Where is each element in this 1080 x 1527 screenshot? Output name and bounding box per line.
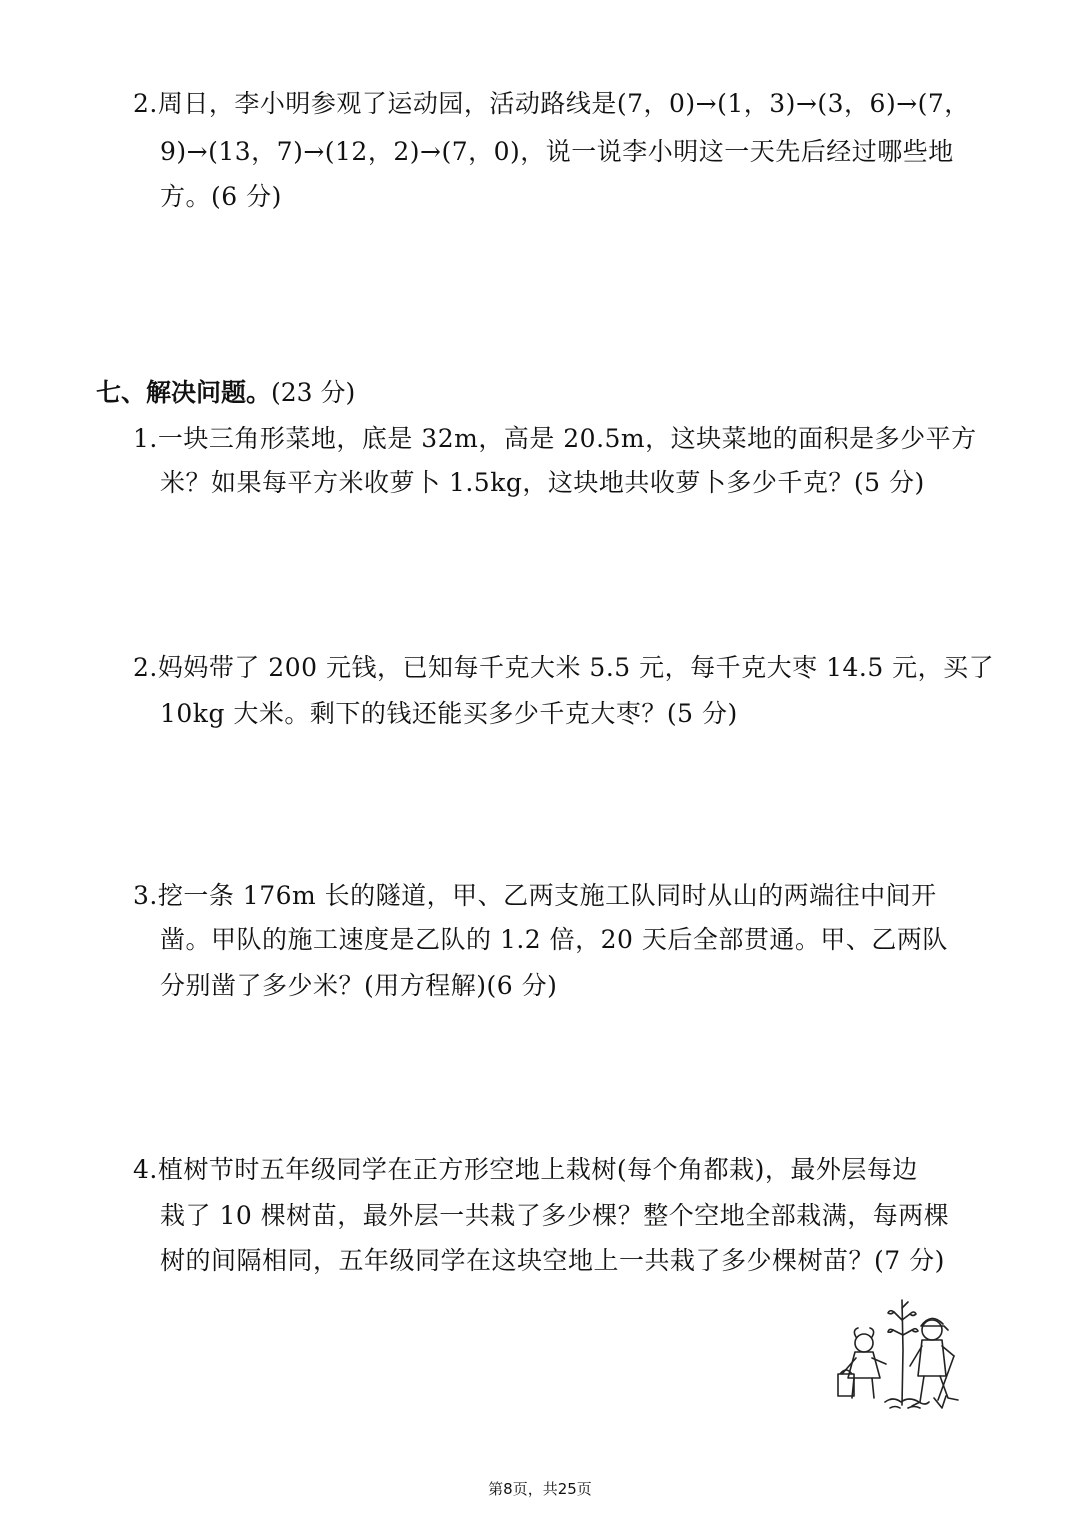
q7-1-line-2: 米？如果每平方米收萝卜 1.5kg，这块地共收萝卜多少千克？(5 分) [160,468,925,497]
section-7-heading [96,373,355,413]
q6-2-line-2: 9)→(13，7)→(12，2)→(7，0)，说一说李小明这一天先后经过哪些地 [160,137,954,166]
q7-2-line-2: 10kg 大米。剩下的钱还能买多少千克大枣？(5 分) [160,699,738,728]
q7-2-line-1: 2.妈妈带了 200 元钱，已知每千克大米 5.5 元，每千克大枣 14.5 元，买了 [133,653,995,682]
q6-2-line-3: 方。(6 分) [160,182,282,211]
q7-3-line-1: 3.挖一条 176m 长的隧道，甲、乙两支施工队同时从山的两端往中间开 [133,881,937,910]
q7-4-line-2: 栽了 10 棵树苗，最外层一共栽了多少棵？整个空地全部栽满，每两棵 [160,1201,950,1230]
q7-4-line-1: 4.植树节时五年级同学在正方形空地上栽树(每个角都栽)，最外层每边 [133,1155,918,1184]
tree-planting-illustration [830,1290,970,1420]
q6-2-line-1: 2.周日，李小明参观了运动园，活动路线是(7，0)→(1，3)→(3，6)→(7， [133,89,970,118]
q7-4-line-3: 树的间隔相同，五年级同学在这块空地上一共栽了多少棵树苗？(7 分) [160,1246,945,1275]
q7-1-line-1: 1.一块三角形菜地，底是 32m，高是 20.5m，这块菜地的面积是多少平方 [133,424,977,453]
page-number: 第8页，共25页 [488,1480,592,1498]
q7-3-line-2: 凿。甲队的施工速度是乙队的 1.2 倍，20 天后全部贯通。甲、乙两队 [160,925,948,954]
section-7-title: 七、解决问题。 [96,378,272,407]
q7-3-line-3: 分别凿了多少米？(用方程解)(6 分) [160,971,558,1000]
section-7-score: (23 分) [271,378,356,407]
